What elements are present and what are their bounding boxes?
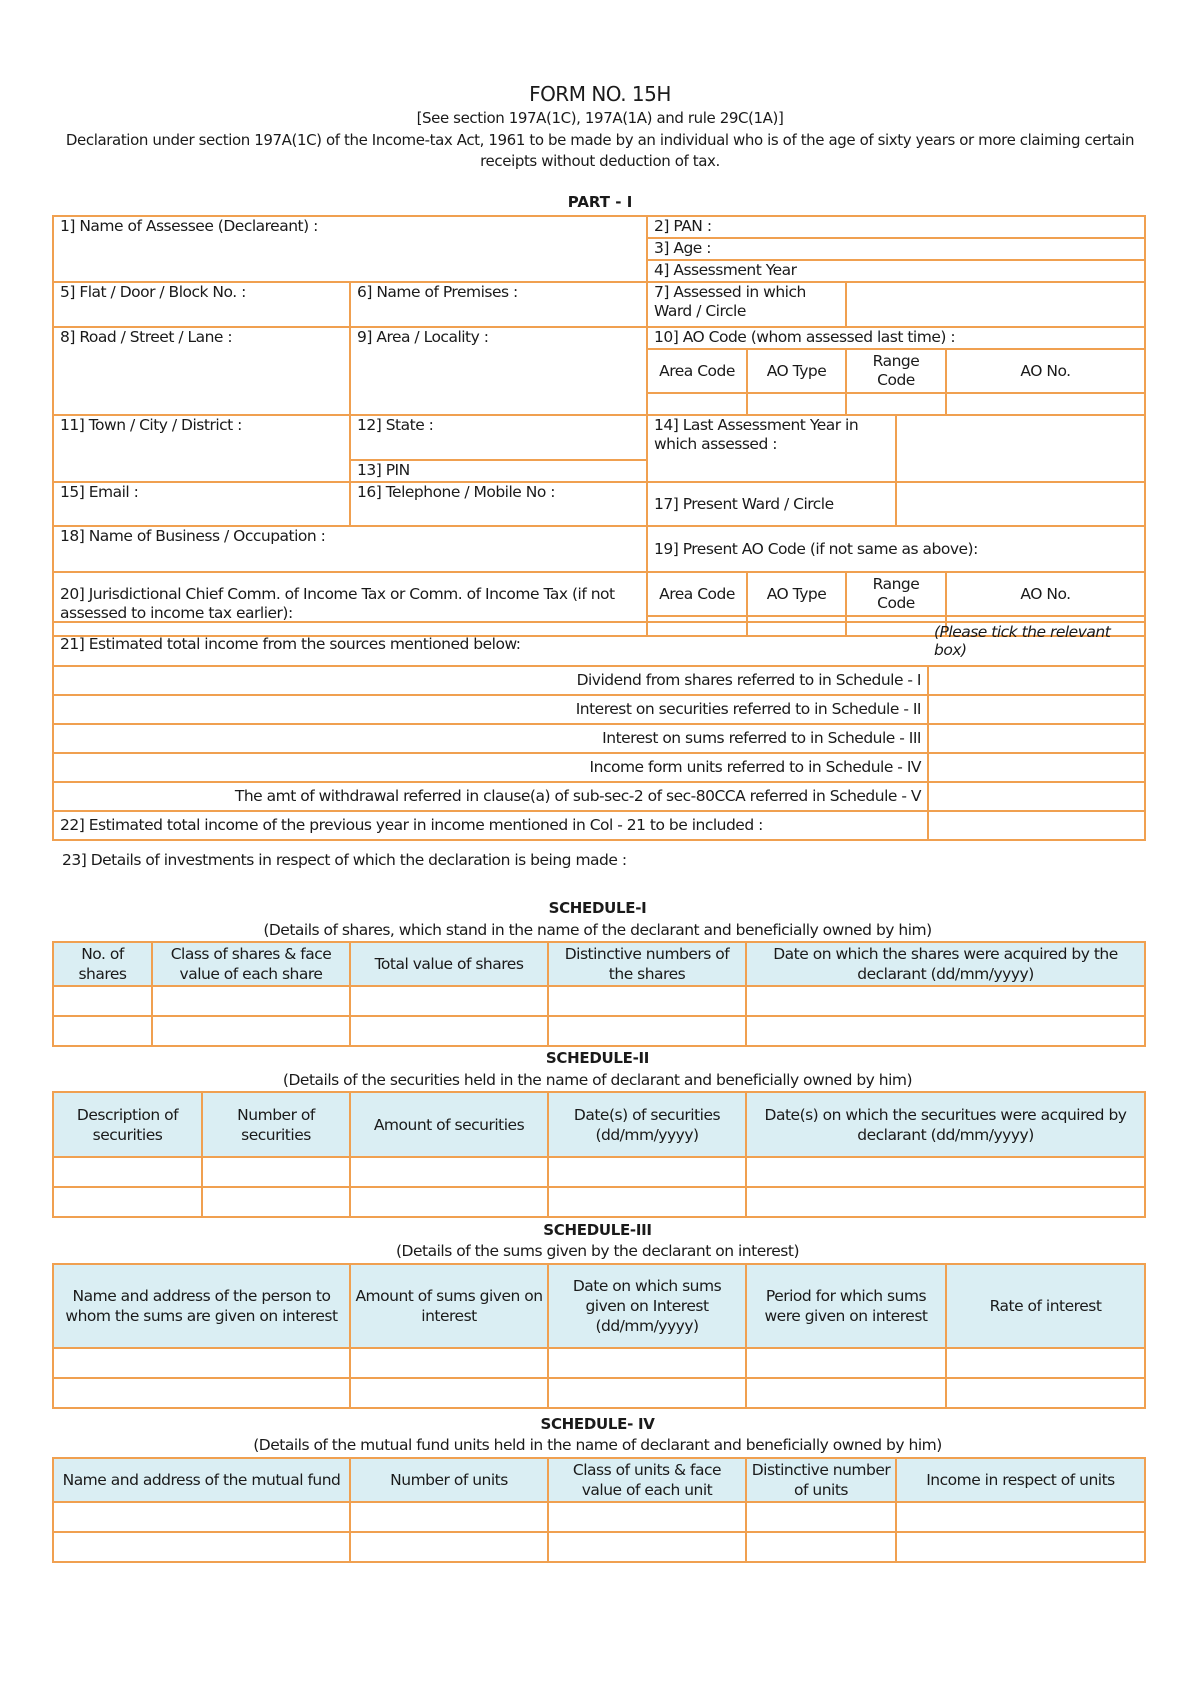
schedule-4-header-number: Number of units <box>350 1458 548 1502</box>
table-cell[interactable] <box>350 1187 548 1217</box>
table-cell[interactable] <box>746 1532 896 1562</box>
town-city-field[interactable]: 11] Town / City / District : <box>53 415 350 482</box>
present-ao-code-label: 19] Present AO Code (if not same as above): <box>647 526 1145 572</box>
schedule-2-header-dates: Date(s) of securities (dd/mm/yyyy) <box>548 1092 746 1157</box>
table-cell[interactable] <box>548 1532 746 1562</box>
part-title: PART - I <box>567 193 633 211</box>
table-cell[interactable] <box>53 1016 152 1046</box>
schedule-1-header-class: Class of shares & face value of each share <box>152 942 350 986</box>
last-assessment-year-label: 14] Last Assessment Year in which assessed : <box>647 415 896 482</box>
telephone-field[interactable]: 16] Telephone / Mobile No : <box>350 482 647 526</box>
table-cell[interactable] <box>202 1157 350 1187</box>
schedule-2-header-description: Description of securities <box>53 1092 202 1157</box>
schedule-2-header-acquired: Date(s) on which the securitues were acquired by declarant (dd/mm/yyyy) <box>746 1092 1145 1157</box>
ao-type-input[interactable] <box>747 393 846 415</box>
table-cell[interactable] <box>548 1378 746 1408</box>
schedule-4-header-name-address: Name and address of the mutual fund <box>53 1458 350 1502</box>
area-locality-field[interactable]: 9] Area / Locality : <box>350 327 647 415</box>
part1-table <box>52 215 1146 637</box>
table-cell[interactable] <box>746 1502 896 1532</box>
business-occupation-field[interactable]: 18] Name of Business / Occupation : <box>53 526 647 572</box>
table-row <box>53 986 1145 1016</box>
ao-no-header: AO No. <box>946 349 1145 393</box>
present-ao-no-header: AO No. <box>946 572 1145 616</box>
ao-range-code-input[interactable] <box>846 393 946 415</box>
age-field[interactable]: 3] Age : <box>647 238 1145 260</box>
schedule-2-description: (Details of the securities held in the name of declarant and beneficially owned by him) <box>282 1071 913 1089</box>
schedule-4-header-class: Class of units & face value of each unit <box>548 1458 746 1502</box>
estimated-total-income-input[interactable] <box>928 811 1145 840</box>
pin-field[interactable]: 13] PIN <box>350 460 647 482</box>
table-row <box>53 1157 1145 1187</box>
assessed-ward-label: 7] Assessed in which Ward / Circle <box>647 282 846 327</box>
jurisdictional-commissioner-field[interactable]: 20] Jurisdictional Chief Comm. of Income Tax or Comm. of Income Tax (if not assessed to income tax earlier): <box>53 572 647 636</box>
form-subtitle: [See section 197A(1C), 197A(1A) and rule 29C(1A)] <box>416 109 784 127</box>
schedule-2-header-number: Number of securities <box>202 1092 350 1157</box>
schedule-2-table <box>52 1091 1146 1218</box>
table-cell[interactable] <box>746 1348 946 1378</box>
table-row <box>53 1187 1145 1217</box>
source-interest-sums-checkbox[interactable] <box>928 724 1145 753</box>
schedule-4-header-income: Income in respect of units <box>896 1458 1145 1502</box>
table-cell[interactable] <box>946 1348 1145 1378</box>
table-cell[interactable] <box>746 1016 1145 1046</box>
source-dividend-label: Dividend from shares referred to in Schedule - I <box>53 666 928 695</box>
table-cell[interactable] <box>548 1502 746 1532</box>
email-field[interactable]: 15] Email : <box>53 482 350 526</box>
table-cell[interactable] <box>350 1532 548 1562</box>
last-assessment-year-input[interactable] <box>896 415 1145 482</box>
schedule-2-title: SCHEDULE-II <box>545 1049 650 1067</box>
assessment-year-field[interactable]: 4] Assessment Year <box>647 260 1145 282</box>
table-cell[interactable] <box>350 1502 548 1532</box>
ao-no-input[interactable] <box>946 393 1145 415</box>
schedule-4-header-distinctive: Distinctive number of units <box>746 1458 896 1502</box>
road-street-field[interactable]: 8] Road / Street / Lane : <box>53 327 350 415</box>
schedule-3-header-name-address: Name and address of the person to whom the sums are given on interest <box>53 1264 350 1348</box>
table-cell[interactable] <box>746 986 1145 1016</box>
schedule-2-header-amount: Amount of securities <box>350 1092 548 1157</box>
table-cell[interactable] <box>53 986 152 1016</box>
table-cell[interactable] <box>746 1187 1145 1217</box>
table-cell[interactable] <box>350 1348 548 1378</box>
ao-area-code-header: Area Code <box>647 349 747 393</box>
present-ao-range-code-header: Range Code <box>846 572 946 616</box>
schedule-4-table <box>52 1457 1146 1563</box>
table-cell[interactable] <box>350 1157 548 1187</box>
source-dividend-checkbox[interactable] <box>928 666 1145 695</box>
schedule-3-header-rate: Rate of interest <box>946 1264 1145 1348</box>
table-cell[interactable] <box>548 1187 746 1217</box>
table-cell[interactable] <box>202 1187 350 1217</box>
estimated-total-income-label: 22] Estimated total income of the previous year in income mentioned in Col - 21 to be included : <box>53 811 928 840</box>
table-cell[interactable] <box>350 1378 548 1408</box>
table-cell[interactable] <box>53 1378 350 1408</box>
flat-door-field[interactable]: 5] Flat / Door / Block No. : <box>53 282 350 327</box>
ao-range-code-header: Range Code <box>846 349 946 393</box>
source-withdrawal-checkbox[interactable] <box>928 782 1145 811</box>
pan-field[interactable]: 2] PAN : <box>647 216 1145 238</box>
schedule-1-table <box>52 941 1146 1047</box>
table-row <box>53 1348 1145 1378</box>
schedule-3-header-amount: Amount of sums given on interest <box>350 1264 548 1348</box>
ao-code-label: 10] AO Code (whom assessed last time) : <box>647 327 1145 349</box>
present-ward-label: 17] Present Ward / Circle <box>647 482 896 526</box>
income-sources-table <box>52 621 1146 841</box>
table-row <box>53 1378 1145 1408</box>
schedule-1-header-no-of-shares: No. of shares <box>53 942 152 986</box>
schedule-1-header-date: Date on which the shares were acquired by the declarant (dd/mm/yyyy) <box>746 942 1145 986</box>
table-cell[interactable] <box>548 1348 746 1378</box>
schedule-3-header-period: Period for which sums were given on interest <box>746 1264 946 1348</box>
table-cell[interactable] <box>152 986 350 1016</box>
schedule-4-description: (Details of the mutual fund units held in the name of declarant and beneficially owned by him) <box>253 1436 942 1454</box>
present-ao-type-header: AO Type <box>747 572 846 616</box>
assessed-ward-input[interactable] <box>846 282 1145 327</box>
source-units-checkbox[interactable] <box>928 753 1145 782</box>
table-cell[interactable] <box>53 1532 350 1562</box>
estimated-income-label: 21] Estimated total income from the sources mentioned below: <box>53 622 928 666</box>
source-interest-securities-checkbox[interactable] <box>928 695 1145 724</box>
table-cell[interactable] <box>896 1532 1145 1562</box>
premises-field[interactable]: 6] Name of Premises : <box>350 282 647 327</box>
schedule-4-title: SCHEDULE- IV <box>540 1415 655 1433</box>
source-interest-sums-label: Interest on sums referred to in Schedule - III <box>53 724 928 753</box>
table-cell[interactable] <box>746 1157 1145 1187</box>
table-cell[interactable] <box>53 1187 202 1217</box>
present-ward-input[interactable] <box>896 482 1145 526</box>
table-cell[interactable] <box>946 1378 1145 1408</box>
table-cell[interactable] <box>53 1502 350 1532</box>
table-cell[interactable] <box>548 1157 746 1187</box>
table-cell[interactable] <box>350 1016 548 1046</box>
form-description: Declaration under section 197A(1C) of the Income-tax Act, 1961 to be made by an individual who is of the age of sixty years or more claiming certain receipts without deduction of tax. <box>65 131 1135 170</box>
source-withdrawal-label: The amt of withdrawal referred in clause(a) of sub-sec-2 of sec-80CCA referred in Schedule - V <box>53 782 928 811</box>
schedule-1-header-distinctive: Distinctive numbers of the shares <box>548 942 746 986</box>
table-cell[interactable] <box>548 1016 746 1046</box>
assessee-name-field[interactable]: 1] Name of Assessee (Declareant) : <box>53 216 647 282</box>
table-row <box>53 1016 1145 1046</box>
ao-type-header: AO Type <box>747 349 846 393</box>
ao-area-code-input[interactable] <box>647 393 747 415</box>
source-units-label: Income form units referred to in Schedule - IV <box>53 753 928 782</box>
table-cell[interactable] <box>53 1157 202 1187</box>
schedule-3-description: (Details of the sums given by the declarant on interest) <box>396 1242 799 1260</box>
source-interest-securities-label: Interest on securities referred to in Schedule - II <box>53 695 928 724</box>
tick-note: (Please tick the relevant box) <box>928 622 1145 666</box>
table-cell[interactable] <box>548 986 746 1016</box>
table-row <box>53 1532 1145 1562</box>
schedule-3-title: SCHEDULE-III <box>543 1221 652 1239</box>
schedule-1-description: (Details of shares, which stand in the name of the declarant and beneficially owned by him) <box>263 921 932 939</box>
investments-details-label: 23] Details of investments in respect of which the declaration is being made : <box>62 851 627 869</box>
schedule-3-header-date: Date on which sums given on Interest (dd/mm/yyyy) <box>548 1264 746 1348</box>
table-cell[interactable] <box>152 1016 350 1046</box>
table-cell[interactable] <box>53 1348 350 1378</box>
state-field[interactable]: 12] State : <box>350 415 647 460</box>
table-cell[interactable] <box>350 986 548 1016</box>
form-title: FORM NO. 15H <box>529 82 671 106</box>
schedule-1-header-total-value: Total value of shares <box>350 942 548 986</box>
table-row <box>53 1502 1145 1532</box>
table-cell[interactable] <box>896 1502 1145 1532</box>
table-cell[interactable] <box>746 1378 946 1408</box>
present-ao-area-code-header: Area Code <box>647 572 747 616</box>
schedule-3-table <box>52 1263 1146 1409</box>
schedule-1-title: SCHEDULE-I <box>548 899 647 917</box>
